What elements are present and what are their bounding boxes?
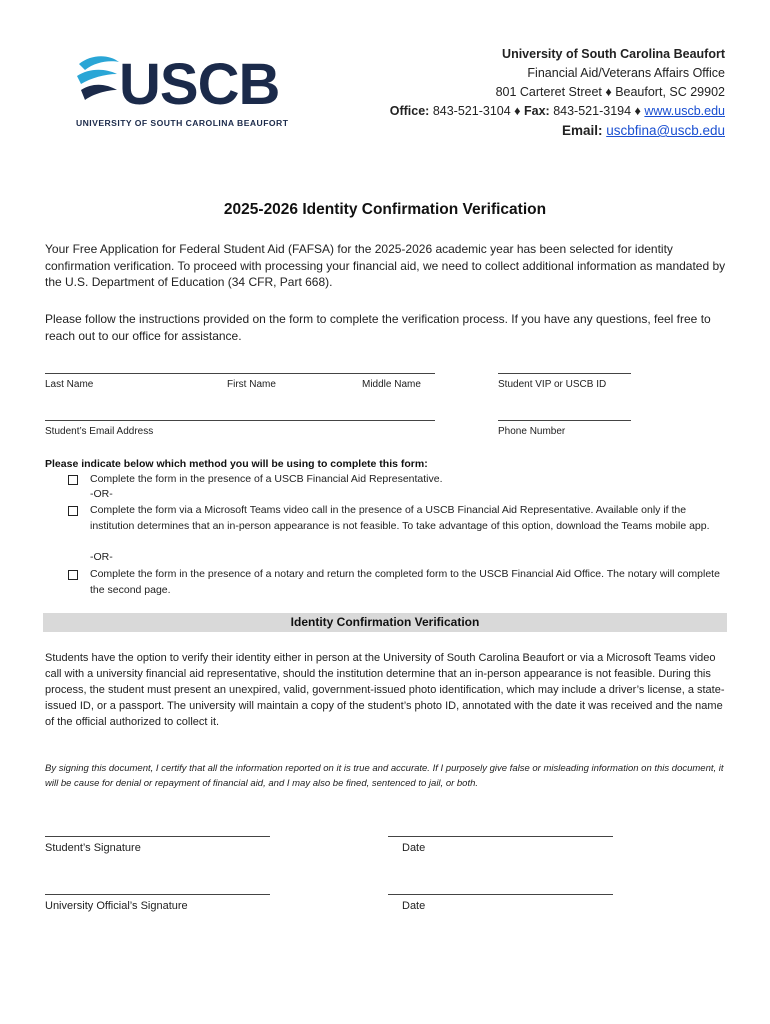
first-name-label: First Name: [227, 379, 276, 390]
student-id-field-line[interactable]: [498, 373, 631, 374]
checkbox[interactable]: [68, 506, 78, 516]
phone-field-line[interactable]: [498, 420, 631, 421]
method-option-1[interactable]: [68, 472, 728, 488]
official-signature-label: University Official’s Signature: [45, 900, 188, 912]
fax-label: Fax:: [524, 104, 550, 118]
date-label: Date: [402, 842, 426, 854]
student-id-label: Student VIP or USCB ID: [498, 379, 607, 390]
checkbox[interactable]: [68, 475, 78, 485]
option-2-text: Complete the form via a Microsoft Teams video call in the presence of a USCB Financial Aid Representative. Available only if the institution determines that an in-person appearance is not feasible. To take advantage of this option, download the Teams mobile app.: [90, 504, 710, 532]
email-line: [562, 121, 725, 140]
street-address: 801 Carteret Street ♦ Beaufort, SC 29902: [495, 85, 725, 99]
office-name: Financial Aid/Veterans Affairs Office: [527, 66, 725, 80]
phone-label: Phone Number: [498, 426, 566, 437]
certification-statement: By signing this document, I certify that all the information reported on it is true and accurate. If I purposely give false or misleading information on this document, it will be cause for denial or repayment of financial aid, and I may also be fined, sentenced to jail, or both.: [45, 763, 724, 789]
or-separator: -OR-: [90, 551, 113, 563]
fax-phone: 843-521-3194 ♦: [553, 104, 641, 118]
option-3-text: Complete the form in the presence of a notary and return the completed form to the USCB Financial Aid Office. The notary will complete the second page.: [90, 568, 720, 596]
date-line[interactable]: [388, 836, 613, 837]
middle-name-label: Middle Name: [362, 379, 421, 390]
gull-wing-icon: [79, 56, 119, 70]
office-label: Office:: [389, 104, 430, 118]
page-title: 2025-2026 Identity Confirmation Verification: [223, 201, 547, 218]
option-1-text: Complete the form in the presence of a USCB Financial Aid Representative.: [90, 473, 443, 485]
uscb-logo-graphic: [75, 52, 305, 114]
method-option-2[interactable]: [68, 503, 728, 534]
checkbox[interactable]: [68, 570, 78, 580]
email-label: Student’s Email Address: [45, 426, 154, 437]
method-title: Please indicate below which method you will be using to complete this form:: [45, 458, 428, 470]
email-field-line[interactable]: [45, 420, 435, 421]
logo-subtitle: UNIVERSITY OF SOUTH CAROLINA BEAUFORT: [76, 118, 289, 128]
instructions-paragraph: Please follow the instructions provided on the form to complete the verification process. If you have any questions, feel free to reach out to our office for assistance.: [45, 312, 711, 343]
section-paragraph: Students have the option to verify their identity either in person at the University of South Carolina Beaufort or via a Microsoft Teams video call with a university financial aid representative, should the institution determine that an in-person appearance is not feasible. During this process, the student must present an unexpired, valid, government-issued photo identification, which may include a driver’s license, a state-issued ID, or a passport. The university will maintain a copy of the student’s photo ID, annotated with the date it was received and the name of the official authorized to collect it.: [45, 652, 725, 728]
logo-wordmark: USCB: [119, 52, 280, 114]
intro-paragraph: Your Free Application for Federal Student Aid (FAFSA) for the 2025-2026 academic year has been selected for identity confirmation verification. To proceed with processing your financial aid, we need to collect additional information as mandated by the U.S. Department of Education (34 CFR, Part 668).: [45, 242, 726, 289]
name-field-line[interactable]: [45, 373, 435, 374]
section-header: Identity Confirmation Verification: [43, 613, 727, 632]
date-label: Date: [402, 900, 426, 912]
method-option-3[interactable]: [68, 567, 728, 598]
student-signature-label: Student’s Signature: [45, 842, 141, 854]
website-link[interactable]: www.uscb.edu: [644, 104, 725, 118]
student-signature-line[interactable]: [45, 836, 270, 837]
email-link[interactable]: uscbfina@uscb.edu: [606, 123, 725, 138]
office-phone: 843-521-3104 ♦: [432, 104, 521, 118]
contact-line: [390, 102, 725, 121]
wave-icon: [77, 70, 117, 84]
email-label: Email:: [561, 123, 603, 138]
date-line[interactable]: [388, 894, 613, 895]
uscb-logo: [75, 52, 305, 130]
wave-icon: [81, 85, 117, 100]
official-signature-line[interactable]: [45, 894, 270, 895]
university-name: University of South Carolina Beaufort: [502, 47, 725, 61]
or-separator: -OR-: [90, 488, 113, 500]
last-name-label: Last Name: [45, 379, 94, 390]
